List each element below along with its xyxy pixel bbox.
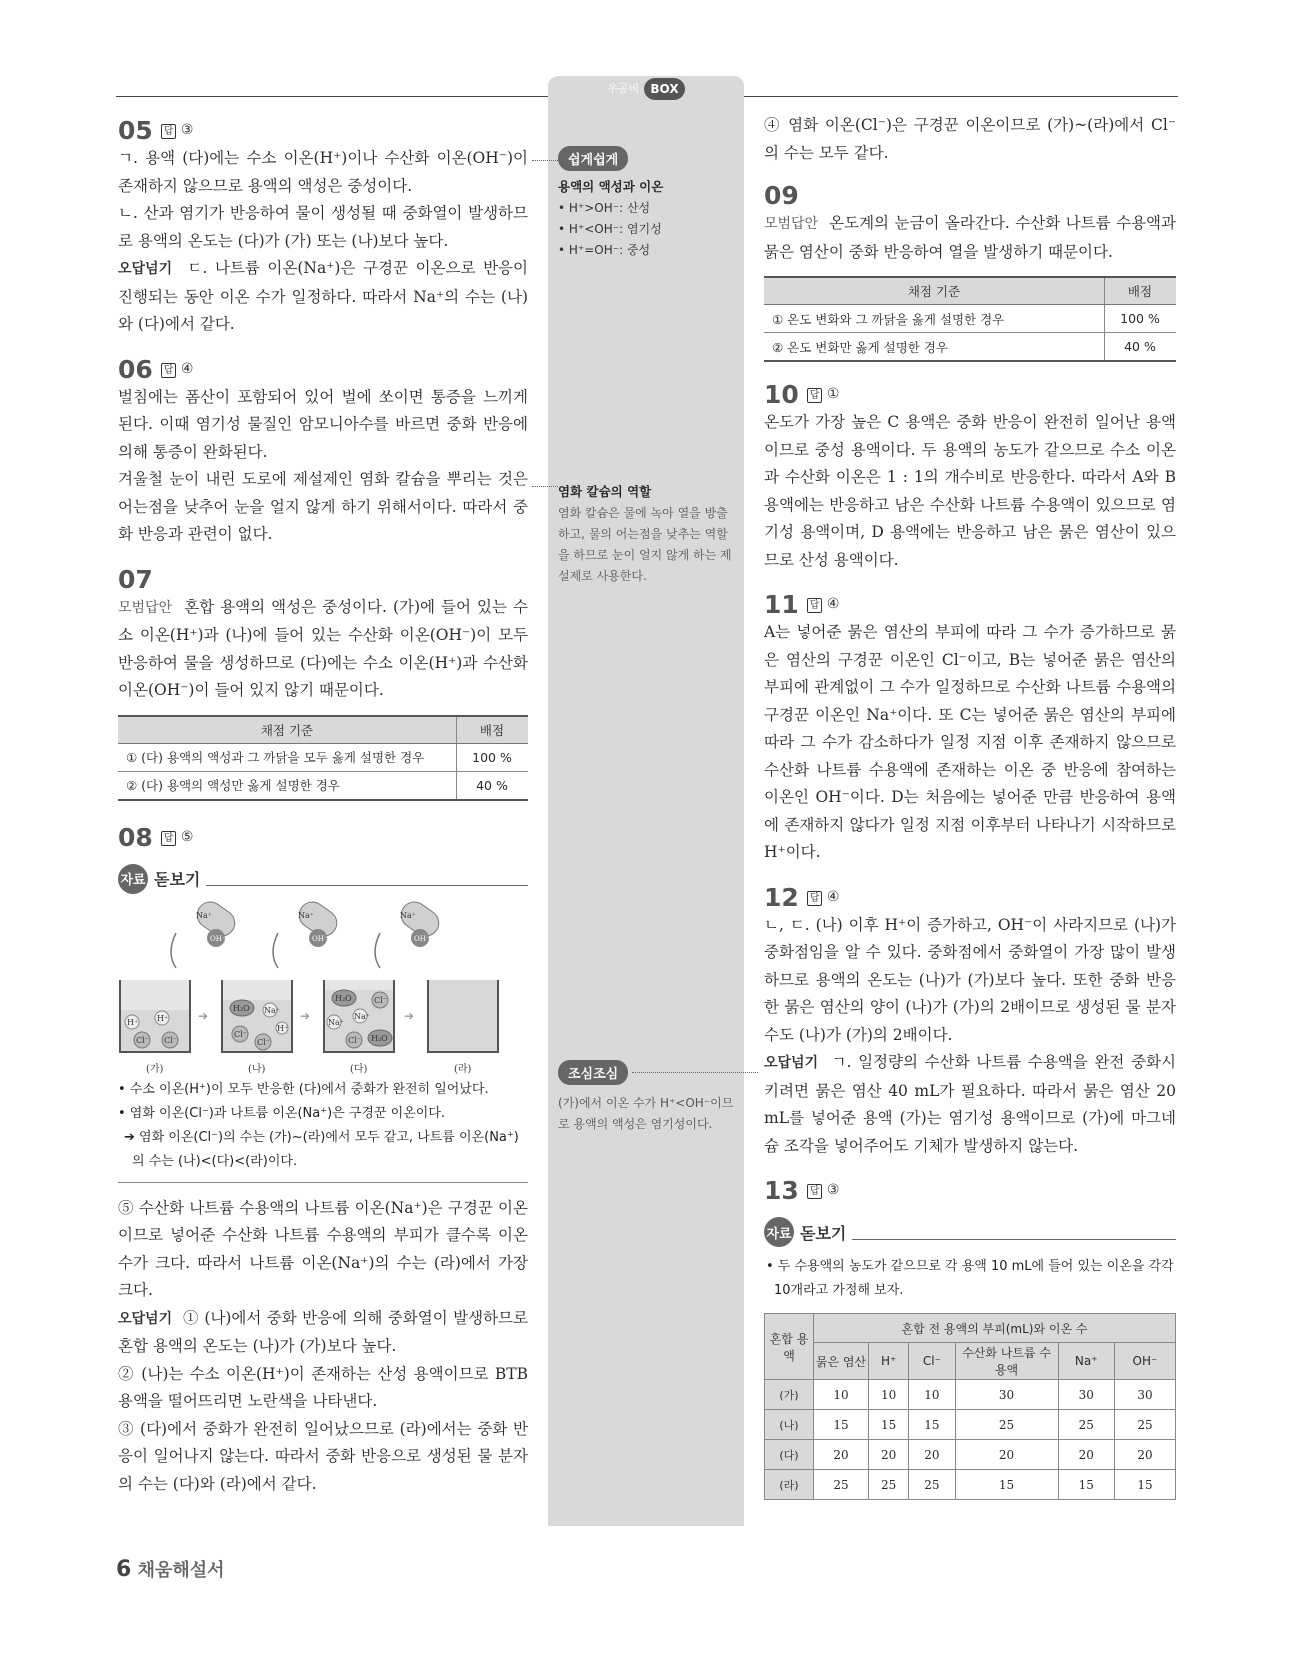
sodium-ion-label: Na⁺ xyxy=(400,910,416,920)
divider xyxy=(118,1182,528,1183)
table-header: Cl⁻ xyxy=(909,1343,955,1380)
q12-number: 12 xyxy=(764,882,799,912)
ion-label: Cl⁻ xyxy=(374,995,387,1005)
q10-para1: 온도가 가장 높은 C 용액은 중화 반응이 완전히 일어난 용액이므로 중성 용액이다. 두 용액의 농도가 같으므로 수소 이온과 수산화 이온은 1 : 1의 개수비로 반응한다. 따라서 A와 B 용액에는 반응하고 남은 수산화 나트륨 수용액이 있으므로 염기성 용액이며, D 용액에는 반응하고 남은 묽은 염산이 있으므로 산성 용액이다. xyxy=(764,413,1176,569)
hydroxide-ion-label: OH⁻ xyxy=(312,934,328,943)
table-header: OH⁻ xyxy=(1114,1343,1175,1380)
dropper-3 xyxy=(396,898,444,947)
ion-label: Cl⁻ xyxy=(136,1035,149,1045)
reference-badge: 자료 xyxy=(764,1217,794,1247)
table-cell: 20 xyxy=(814,1440,869,1470)
q06-header xyxy=(118,355,528,384)
ion-label: Cl⁻ xyxy=(257,1037,270,1047)
q08-para2 xyxy=(118,1305,528,1361)
table-row xyxy=(118,743,528,771)
table-cell: 15 xyxy=(869,1410,909,1440)
ion-label: Na⁺ xyxy=(264,1005,280,1015)
figure-caption: (나) xyxy=(248,1063,266,1075)
q12-para2-text: ㄱ. 일정량의 수산화 나트륨 수용액을 완전 중화시키려면 묽은 염산 40 mL가 필요하다. 따라서 묽은 염산 20 mL를 넣어준 용액 (가)는 염기성 용액이므로 (가)에 마그네슘 조각을 넣어주어도 기체가 발생하지 않는다. xyxy=(764,1053,1176,1155)
table-row xyxy=(765,1440,1176,1470)
reference-title: 돋보기 xyxy=(154,870,201,889)
q07-para1 xyxy=(118,594,528,705)
side-note-1 xyxy=(558,146,738,261)
table-cell: 30 xyxy=(955,1380,1058,1410)
q05-para2: ㄴ. 산과 염기가 반응하여 물이 생성될 때 중화열이 발생하므로 용액의 온도는 (다)가 (가) 또는 (나)보다 높다. xyxy=(118,204,528,250)
table-cell: 25 xyxy=(909,1470,955,1500)
hydroxide-ion-label: OH⁻ xyxy=(414,934,430,943)
ion-label: Na⁺ xyxy=(354,1011,370,1021)
side-note-2 xyxy=(558,476,738,587)
q08-para5: ④ 염화 이온(Cl⁻)은 구경꾼 이온이므로 (가)~(라)에서 Cl⁻의 수는 모두 같다. xyxy=(764,116,1176,162)
q13-number: 13 xyxy=(764,1176,799,1205)
q09-number: 09 xyxy=(764,181,799,210)
q07-header xyxy=(118,565,528,594)
q06-number: 06 xyxy=(118,354,153,384)
table-cell: 25 xyxy=(1114,1410,1175,1440)
q13-answer: ③ xyxy=(826,1182,840,1198)
side-note-2-text: 염화 칼슘은 물에 녹아 열을 방출하고, 물의 어는점을 낮추는 역할을 하므로 눈이 얼지 않게 하는 제설제로 사용한다. xyxy=(558,506,732,583)
table-cell: 100 % xyxy=(1105,305,1177,333)
q12-header xyxy=(764,883,1176,912)
sodium-ion-label: Na⁺ xyxy=(196,910,212,920)
table-cell: 15 xyxy=(1114,1470,1175,1500)
sodium-ion-label: Na⁺ xyxy=(298,910,314,920)
table-cell: 30 xyxy=(1058,1380,1114,1410)
leader-line xyxy=(532,486,558,487)
dropper-1 xyxy=(192,898,240,947)
q08-reference-header xyxy=(118,864,528,894)
figure-caption: (라) xyxy=(454,1063,472,1075)
neutralization-figure xyxy=(118,898,528,1078)
list-item: • H⁺=OH⁻: 중성 xyxy=(558,243,651,257)
table-cell: 40 % xyxy=(457,771,529,800)
ion-label: H⁺ xyxy=(127,1017,139,1027)
answer-icon: 답 xyxy=(807,891,823,906)
table-cell: 20 xyxy=(909,1440,955,1470)
q08-number: 08 xyxy=(118,822,153,852)
table-cell: (다) xyxy=(765,1440,814,1470)
figure-caption: (가) xyxy=(146,1063,164,1075)
model-answer-label: 모범답안 xyxy=(118,599,173,616)
q10-header xyxy=(764,380,1176,409)
table-cell: 10 xyxy=(814,1380,869,1410)
table-cell: 15 xyxy=(1058,1470,1114,1500)
q06-para2: 겨울철 눈이 내린 도로에 제설제인 염화 칼슘을 뿌리는 것은 어는점을 낮추어 눈을 얼지 않게 하기 위해서이다. 따라서 중화 반응과 관련이 없다. xyxy=(118,470,528,543)
answer-icon: 답 xyxy=(807,388,823,403)
table-cell: 10 xyxy=(869,1380,909,1410)
answer-icon: 답 xyxy=(807,598,823,613)
arrow-right-icon: ➔ xyxy=(198,1008,209,1023)
q08-bullet-3: ➔ 염화 이온(Cl⁻)의 수는 (가)~(라)에서 모두 같고, 나트륨 이온(Na⁺)의 수는 (나)<(다)<(라)이다. xyxy=(124,1129,519,1169)
arrow-right-icon: ➔ xyxy=(300,1008,311,1023)
q08-header xyxy=(118,823,528,852)
table-cell: (나) xyxy=(765,1410,814,1440)
table-header: Na⁺ xyxy=(1058,1343,1114,1380)
q05-header xyxy=(118,116,528,145)
q10-answer: ① xyxy=(826,386,840,402)
table-cell: 15 xyxy=(814,1410,869,1440)
table-cell: 20 xyxy=(869,1440,909,1470)
sidebar-column xyxy=(548,106,744,1526)
hydroxide-ion-label: OH⁻ xyxy=(210,934,226,943)
table-row xyxy=(118,771,528,800)
table-header: 혼합 용액 xyxy=(765,1314,814,1380)
table-cell: ① 온도 변화와 그 까닭을 옳게 설명한 경우 xyxy=(764,305,1105,333)
ion-label: Cl⁻ xyxy=(234,1029,247,1039)
list-item: • H⁺>OH⁻: 산성 xyxy=(558,201,651,215)
answer-icon: 답 xyxy=(161,831,177,846)
reference-badge: 자료 xyxy=(118,864,148,894)
table-cell: (라) xyxy=(765,1470,814,1500)
q05-para3 xyxy=(118,255,528,339)
box-tab xyxy=(548,76,744,106)
ion-label: H⁺ xyxy=(157,1013,169,1023)
page-number: 6 xyxy=(116,1557,132,1582)
table-header: 배점 xyxy=(457,716,529,744)
q09-para1 xyxy=(764,210,1176,266)
q09-para1-text: 온도계의 눈금이 올라간다. 수산화 나트륨 수용액과 묽은 염산이 중화 반응하여 열을 발생하기 때문이다. xyxy=(764,214,1177,261)
table-cell: 20 xyxy=(955,1440,1058,1470)
q07-score-table xyxy=(118,715,528,801)
table-header: 수산화 나트륨 수용액 xyxy=(955,1343,1058,1380)
table-cell: ② 온도 변화만 옳게 설명한 경우 xyxy=(764,333,1105,362)
q08-para2-text: ① (나)에서 중화 반응에 의해 중화열이 발생하므로 혼합 용액의 온도는 (나)가 (가)보다 높다. xyxy=(118,1308,528,1355)
q08-answer: ⑤ xyxy=(180,828,194,845)
table-cell: 40 % xyxy=(1105,333,1177,362)
q08-bullet-1: • 수소 이온(H⁺)이 모두 반응한 (다)에서 중화가 완전히 일어났다. xyxy=(118,1081,489,1097)
pour-arrow-icon xyxy=(171,933,176,968)
table-cell: 30 xyxy=(1114,1380,1175,1410)
book-title: 채움해설서 xyxy=(137,1560,225,1581)
q07-para1-text: 혼합 용액의 액성은 중성이다. (가)에 들어 있는 수소 이온(H⁺)과 (나)에 들어 있는 수산화 이온(OH⁻)이 모두 반응하여 물을 생성하므로 (다)에는 수소 이온(H⁺)과 수산화 이온(OH⁻)이 들어 있지 않기 때문이다. xyxy=(118,597,529,699)
box-tab-small: 우공비 xyxy=(607,82,640,95)
pour-arrow-icon xyxy=(375,933,380,968)
table-row xyxy=(764,305,1176,333)
easy-badge: 쉽게쉽게 xyxy=(558,146,628,171)
leader-line xyxy=(532,160,558,161)
q12-para2 xyxy=(764,1049,1176,1160)
side-note-3-text: (가)에서 이온 수가 H⁺<OH⁻이므로 용액의 액성은 염기성이다. xyxy=(558,1096,734,1131)
table-header: 배점 xyxy=(1105,277,1177,305)
q12-answer: ④ xyxy=(826,888,840,905)
q08-para4: ③ (다)에서 중화가 완전히 일어났으므로 (라)에서는 중화 반응이 일어나지 않는다. 따라서 중화 반응으로 생성된 물 분자의 수는 (다)와 (라)에서 같다. xyxy=(118,1419,528,1493)
q09-score-table xyxy=(764,276,1176,362)
wrong-answer-label: 오답넘기 xyxy=(118,1310,173,1327)
table-header: 채점 기준 xyxy=(764,277,1105,305)
q08-bullet-2: • 염화 이온(Cl⁻)과 나트륨 이온(Na⁺)은 구경꾼 이온이다. xyxy=(118,1105,446,1121)
table-cell: ② (다) 용액의 액성만 옳게 설명한 경우 xyxy=(118,771,457,800)
wrong-answer-label: 오답넘기 xyxy=(118,261,173,277)
table-row xyxy=(764,333,1176,362)
q06-para1: 벌침에는 폼산이 포함되어 있어 벌에 쏘이면 통증을 느끼게 된다. 이때 염기성 물질인 암모니아수를 바르면 중화 반응에 의해 통증이 완화된다. xyxy=(118,387,528,461)
q08-para3: ② (나)는 수소 이온(H⁺)이 존재하는 산성 용액이므로 BTB 용액을 떨어뜨리면 노란색을 나타낸다. xyxy=(118,1364,528,1410)
side-note-1-title: 용액의 액성과 이온 xyxy=(558,179,664,194)
q05-number: 05 xyxy=(118,116,153,145)
table-header: 채점 기준 xyxy=(118,716,457,744)
list-item: • H⁺<OH⁻: 염기성 xyxy=(558,222,662,236)
q06-answer: ④ xyxy=(180,360,194,377)
table-cell: 25 xyxy=(814,1470,869,1500)
table-cell: 25 xyxy=(1058,1410,1114,1440)
q07-number: 07 xyxy=(118,564,153,594)
q05-para1: ㄱ. 용액 (다)에는 수소 이온(H⁺)이나 수산화 이온(OH⁻)이 존재하지 않으므로 용액의 액성은 중성이다. xyxy=(118,149,528,195)
caution-badge: 조심조심 xyxy=(558,1060,628,1085)
wrong-answer-label: 오답넘기 xyxy=(764,1055,819,1071)
q09-header xyxy=(764,181,1176,210)
leader-line xyxy=(632,1072,758,1073)
table-cell: 15 xyxy=(909,1410,955,1440)
table-cell: (가) xyxy=(765,1380,814,1410)
ion-label: H₂O xyxy=(371,1033,388,1043)
divider xyxy=(852,1239,1176,1240)
ion-label: H₂O xyxy=(335,993,352,1003)
right-column xyxy=(764,112,1176,1500)
reference-title: 돋보기 xyxy=(800,1223,847,1243)
table-header: 묽은 염산 xyxy=(814,1343,869,1380)
table-cell: 20 xyxy=(1058,1440,1114,1470)
q08-para1: ⑤ 수산화 나트륨 수용액의 나트륨 이온(Na⁺)은 구경꾼 이온이므로 넣어준 수산화 나트륨 수용액의 부피가 클수록 이온 수가 크다. 따라서 나트륨 이온(Na⁺)의 수는 (라)에서 가장 크다. xyxy=(118,1198,528,1299)
table-row xyxy=(765,1380,1176,1410)
divider xyxy=(206,885,528,886)
table-cell: ① (다) 용액의 액성과 그 까닭을 모두 옳게 설명한 경우 xyxy=(118,743,457,771)
q13-bullet-1: • 두 수용액의 농도가 같으므로 각 용액 10 mL에 들어 있는 이온을 각각 10개라고 가정해 보자. xyxy=(766,1259,1174,1298)
figure-caption: (다) xyxy=(350,1063,368,1075)
q11-number: 11 xyxy=(764,590,799,619)
dropper-2 xyxy=(294,898,342,947)
table-cell: 15 xyxy=(955,1470,1058,1500)
q11-answer: ④ xyxy=(826,596,840,612)
table-row xyxy=(765,1470,1176,1500)
q12-para1: ㄴ, ㄷ. (나) 이후 H⁺이 증가하고, OH⁻이 사라지므로 (나)가 중화점임을 알 수 있다. 중화점에서 중화열이 가장 많이 발생하므로 용액의 온도는 (나)가 (가)보다 높다. 또한 중화 반응한 묽은 염산의 양이 (나)가 (가)의 2배이므로 생성된 물 분자 수도 (나)가 (가)의 2배이다. xyxy=(764,915,1176,1044)
q13-header xyxy=(764,1176,1176,1205)
pour-arrow-icon xyxy=(273,933,278,968)
table-row xyxy=(765,1410,1176,1440)
answer-icon: 답 xyxy=(807,1184,823,1199)
table-cell: 10 xyxy=(909,1380,955,1410)
model-answer-label: 모범답안 xyxy=(764,216,819,232)
q11-para1: A는 넣어준 묽은 염산의 부피에 따라 그 수가 증가하므로 묽은 염산의 구경꾼 이온인 Cl⁻이고, B는 넣어준 묽은 염산의 부피에 관계없이 그 수가 일정하므로 수산화 나트륨 수용액의 구경꾼 이온인 Na⁺이다. 또 C는 넣어준 묽은 염산의 부피에 따라 그 수가 감소하다가 일정 지점 이후 존재하지 않으므로 수산화 나트륨 수용액에 존재하는 이온 중 반응에 참여하는 이온인 OH⁻이다. D는 처음에는 넣어준 만큼 반응하여 용액에 존재하지 않다가 일정 지점 이후부터 나타나기 시작하므로 H⁺이다. xyxy=(764,623,1176,861)
q05-answer: ③ xyxy=(180,122,194,138)
left-column xyxy=(118,116,528,1498)
q13-reference-header xyxy=(764,1217,1176,1247)
ion-label: Cl⁻ xyxy=(348,1035,361,1045)
q13-mixture-table xyxy=(764,1313,1176,1500)
answer-icon: 답 xyxy=(161,363,177,378)
q11-header xyxy=(764,590,1176,619)
q10-number: 10 xyxy=(764,380,799,409)
table-cell: 25 xyxy=(869,1470,909,1500)
ion-label: H₂O xyxy=(233,1003,250,1013)
table-cell: 25 xyxy=(955,1410,1058,1440)
page-footer xyxy=(116,1556,225,1582)
ion-label: Cl⁻ xyxy=(164,1035,177,1045)
ion-label: Na⁺ xyxy=(328,1017,344,1027)
answer-icon: 답 xyxy=(161,124,177,139)
ion-label: H⁺ xyxy=(277,1023,289,1033)
table-header: 혼합 전 용액의 부피(mL)와 이온 수 xyxy=(814,1314,1176,1343)
table-cell: 100 % xyxy=(457,743,529,771)
box-tab-big: BOX xyxy=(644,78,684,100)
table-cell: 20 xyxy=(1114,1440,1175,1470)
side-note-2-title: 염화 칼슘의 역할 xyxy=(558,484,652,499)
table-header: H⁺ xyxy=(869,1343,909,1380)
q05-para3-text: ㄷ. 나트륨 이온(Na⁺)은 구경꾼 이온으로 반응이 진행되는 동안 이온 수가 일정하다. 따라서 Na⁺의 수는 (나)와 (다)에서 같다. xyxy=(118,259,529,333)
arrow-right-icon: ➔ xyxy=(404,1008,415,1023)
